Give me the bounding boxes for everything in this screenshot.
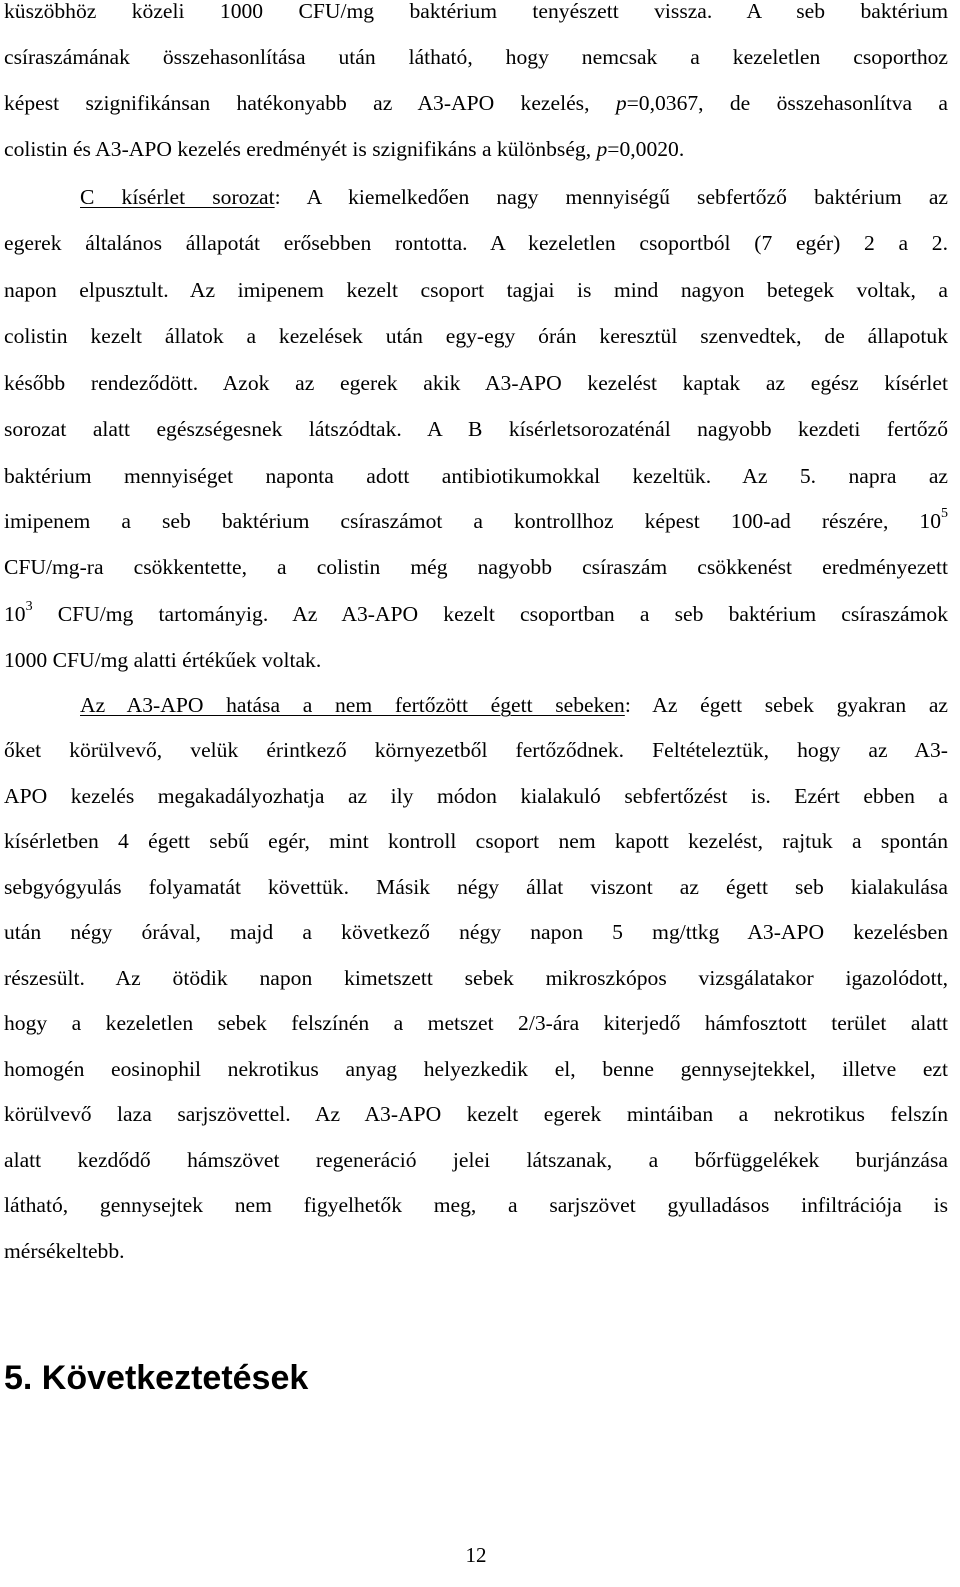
text-segment: 10 [4,602,26,626]
text-segment: képest szignifikánsan hatékonyabb az A3-APO kezelés, [4,91,616,115]
text-line: sebgyógyulás folyamatát követtük. Másik négy állat viszont az égett seb kialakulása [4,875,948,899]
text-segment: =0,0020. [607,137,685,161]
subsection-title: C kísérlet sorozat [80,185,275,209]
text-line: küszöbhöz közeli 1000 CFU/mg baktérium tenyészett vissza. A seb baktérium [4,0,948,23]
text-segment: imipenem a seb baktérium csíraszámot a kontrollhoz képest 100-ad részére, 10 [4,509,941,533]
text-line: colistin kezelt állatok a kezelések után egy-egy órán keresztül szenvedtek, de állapotuk [4,324,948,348]
text-line [4,134,948,164]
subsection-title: Az A3-APO hatása a nem fertőzött égett sebeken [80,693,625,717]
text-line: később rendeződött. Azok az egerek akik A3-APO kezelést kaptak az egész kísérlet [4,371,948,395]
text-line: alatt kezdődő hámszövet regeneráció jelei látszanak, a bőrfüggelékek burjánzása [4,1148,948,1172]
text-line: sorozat alatt egészségesnek látszódtak. A B kísérletsorozaténál nagyobb kezdeti fertőző [4,417,948,441]
text-line: mérsékeltebb. [4,1239,125,1263]
text-line [4,88,948,118]
text-line: kísérletben 4 égett sebű egér, mint kontroll csoport nem kapott kezelést, rajtuk a spontán [4,829,948,853]
superscript: 5 [941,505,948,521]
text-line [4,506,948,536]
text-segment: =0,0367, de összehasonlítva a [626,91,949,115]
text-segment: CFU/mg tartományig. Az A3-APO kezelt csoportban a seb baktérium csíraszámok [32,602,948,626]
text-line: napon elpusztult. Az imipenem kezelt csoport tagjai is mind nagyon betegek voltak, a [4,278,948,302]
text-line [80,690,948,720]
text-line [4,599,948,629]
page-number: 12 [465,1543,487,1567]
p-value-symbol: p [615,91,627,115]
text-line: őket körülvevő, velük érintkező környezetből fertőződnek. Feltételeztük, hogy az A3- [4,738,948,762]
text-line: baktérium mennyiséget naponta adott antibiotikumokkal kezeltük. Az 5. napra az [4,464,948,488]
text-line: körülvevő laza sarjszövettel. Az A3-APO kezelt egerek mintáiban a nekrotikus felszín [4,1102,948,1126]
text-line: homogén eosinophil nekrotikus anyag helyezkedik el, benne gennysejtekkel, illetve ezt [4,1057,948,1081]
text-line: APO kezelés megakadályozhatja az ily módon kialakuló sebfertőzést is. Ezért ebben a [4,784,948,808]
text-segment: colistin és A3-APO kezelés eredményét is szignifikáns a különbség, [4,137,597,161]
section-heading: 5. Következtetések [4,1359,309,1397]
p-value-symbol: p [596,137,608,161]
text-line: után négy órával, majd a következő négy napon 5 mg/ttkg A3-APO kezelésben [4,920,948,944]
text-segment: : Az égett sebek gyakran az [624,693,948,717]
text-line: látható, gennysejtek nem figyelhetők meg, a sarjszövet gyulladásos infiltrációja is [4,1193,948,1217]
text-line: hogy a kezeletlen sebek felszínén a metszet 2/3-ára kiterjedő hámfosztott terület alatt [4,1011,948,1035]
text-line: egerek általános állapotát erősebben rontotta. A kezeletlen csoportból (7 egér) 2 a 2. [4,231,948,255]
text-line: részesült. Az ötödik napon kimetszett sebek mikroszkópos vizsgálatakor igazolódott, [4,966,948,990]
superscript: 3 [25,598,33,614]
text-line: 1000 CFU/mg alatti értékűek voltak. [4,648,322,672]
text-line: csíraszámának összehasonlítása után látható, hogy nemcsak a kezeletlen csoporthoz [4,45,948,69]
text-line [80,182,948,212]
text-line: CFU/mg-ra csökkentette, a colistin még nagyobb csíraszám csökkenést eredményezett [4,555,948,579]
text-segment: : A kiemelkedően nagy mennyiségű sebfertőző baktérium az [274,185,948,209]
